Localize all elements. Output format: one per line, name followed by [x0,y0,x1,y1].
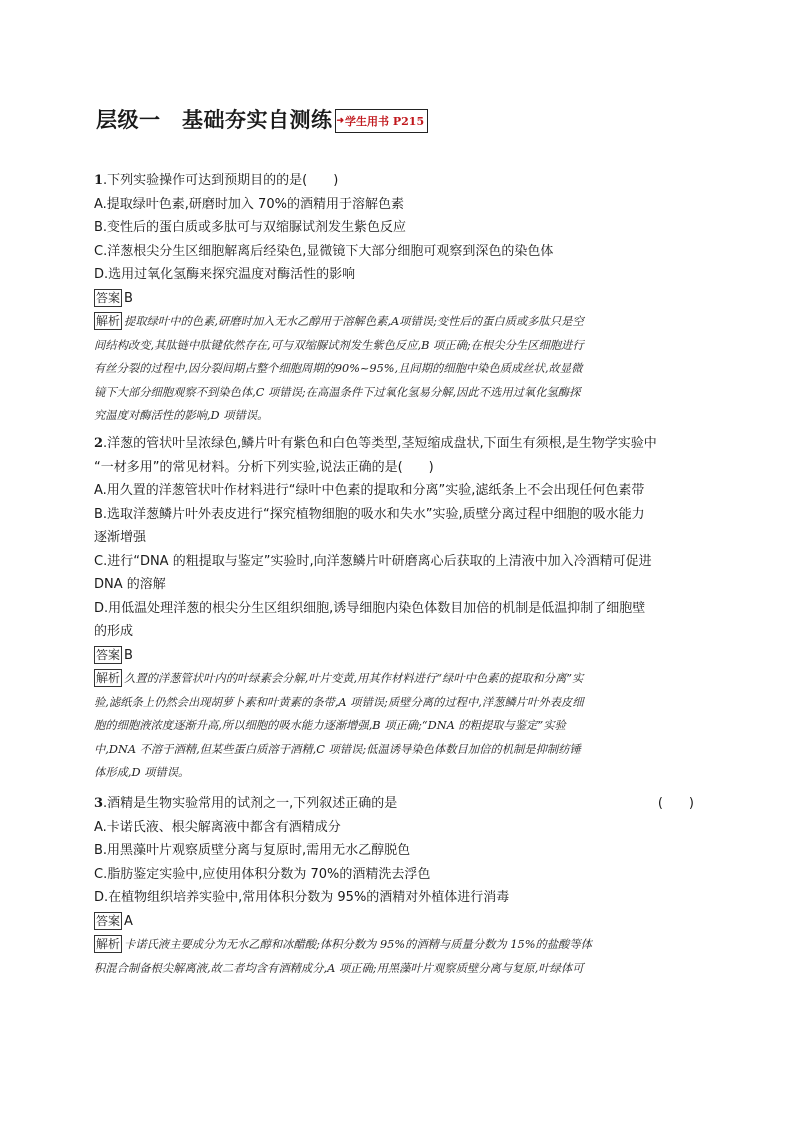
question-1 [94,169,704,428]
option-c: C.洋葱根尖分生区细胞解离后经染色,显微镜下大部分细胞可观察到深色的染色体 [94,243,554,259]
arrow-right-icon: ➜ [336,116,345,126]
answer-row [94,644,704,668]
section-header [96,103,428,135]
question-stem: 2.洋葱的管状叶呈浓绿色,鳞片叶有紫色和白色等类型,茎短缩成盘状,下面生有须根,是生物学实验中 [94,436,657,451]
answer-value: A [124,913,133,929]
answer-label: 答案 [96,647,121,662]
option-a: A.用久置的洋葱管状叶作材料进行“绿叶中色素的提取和分离”实验,滤纸条上不会出现任何色素带 [94,483,645,498]
textbook-page-label: 学生用书 P215 [345,115,425,128]
analysis: 解析 久置的洋葱管状叶内的叶绿素会分解,叶片变黄,用其作材料进行“绿叶中色素的提取和分离”实 验,滤纸条上仍然会出现胡萝卜素和叶黄素的条带,A 项错误;质壁分离的过程中,洋葱鳞片叶外表皮细 胞的细胞液浓度逐渐升高,所以细胞的吸水能力逐渐增强,B 项正确;“DNA 的粗提取与鉴定”实验 中,DNA 不溶于酒精,但某些蛋白质溶于酒精,C 项错误;低温诱导染色体数目加倍的机制是抑制纺锤 体形成,D 项错误。 [94,671,584,779]
answer-label: 答案 [96,913,121,928]
answer-label: 答案 [96,290,121,305]
textbook-page-link[interactable] [335,109,429,133]
question-stem-cont: “一材多用”的常见材料。分析下列实验,说法正确的是( ) [94,459,434,475]
option-c-cont: DNA 的溶解 [94,577,166,592]
option-c: C.脂肪鉴定实验中,应使用体积分数为 70%的酒精洗去浮色 [94,866,431,882]
option-a: A.卡诺氏液、根尖解离液中都含有酒精成分 [94,819,341,835]
question-2 [94,432,704,785]
answer-value: B [124,290,133,306]
option-b: B.变性后的蛋白质或多肽可与双缩脲试剂发生紫色反应 [94,220,407,235]
analysis: 解析 卡诺氏液主要成分为无水乙醇和冰醋酸;体积分数为 95%的酒精与质量分数为 15%的盐酸等体 积混合制备根尖解离液,故二者均含有酒精成分,A 项正确;用黑藻叶片观察质壁分离与复原,叶绿体可 [94,937,592,975]
option-d: D.在植物组织培养实验中,常用体积分数为 95%的酒精对外植体进行消毒 [94,890,510,905]
answer-row [94,910,704,934]
option-b: B.用黑藻叶片观察质壁分离与复原时,需用无水乙醇脱色 [94,843,411,858]
option-a: A.提取绿叶色素,研磨时加入 70%的酒精用于溶解色素 [94,196,404,212]
question-3 [94,792,704,980]
analysis-label: 解析 [96,314,121,328]
option-b: B.选取洋葱鳞片叶外表皮进行“探究植物细胞的吸水和失水”实验,质壁分离过程中细胞的吸水能力 [94,506,645,522]
option-d: D.用低温处理洋葱的根尖分生区组织细胞,诱导细胞内染色体数目加倍的机制是低温抑制了细胞壁 [94,600,646,616]
answer-row [94,287,704,311]
page-title: 层级一 基础夯实自测练 [96,108,333,132]
analysis: 解析 提取绿叶中的色素,研磨时加入无水乙醇用于溶解色素,A项错误;变性后的蛋白质或多肽只是空 间结构改变,其肽链中肽键依然存在,可与双缩脲试剂发生紫色反应,B 项正确;在根尖分生区细胞进行 有丝分裂的过程中,因分裂间期占整个细胞周期的90%~95%,且间期的细胞中染色质成丝状,故显微 镜下大部分细胞观察不到染色体,C 项错误;在高温条件下过氧化氢易分解,因此不选用过氧化氢酶探 究温度对酶活性的影响,D 项错误。 [94,314,584,422]
analysis-label: 解析 [96,937,121,951]
answer-value: B [124,647,133,663]
answer-paren: ( ) [657,796,694,811]
option-b-cont: 逐渐增强 [94,530,147,545]
analysis-label: 解析 [96,671,121,685]
option-c: C.进行“DNA 的粗提取与鉴定”实验时,向洋葱鳞片叶研磨离心后获取的上清液中加入冷酒精可促进 [94,553,652,569]
option-d-cont: 的形成 [94,624,134,639]
option-d: D.选用过氧化氢酶来探究温度对酶活性的影响 [94,267,356,282]
question-stem: 3.酒精是生物实验常用的试剂之一,下列叙述正确的是 ( ) [94,792,704,816]
question-stem: 1.下列实验操作可达到预期目的的是( ) [94,173,339,188]
